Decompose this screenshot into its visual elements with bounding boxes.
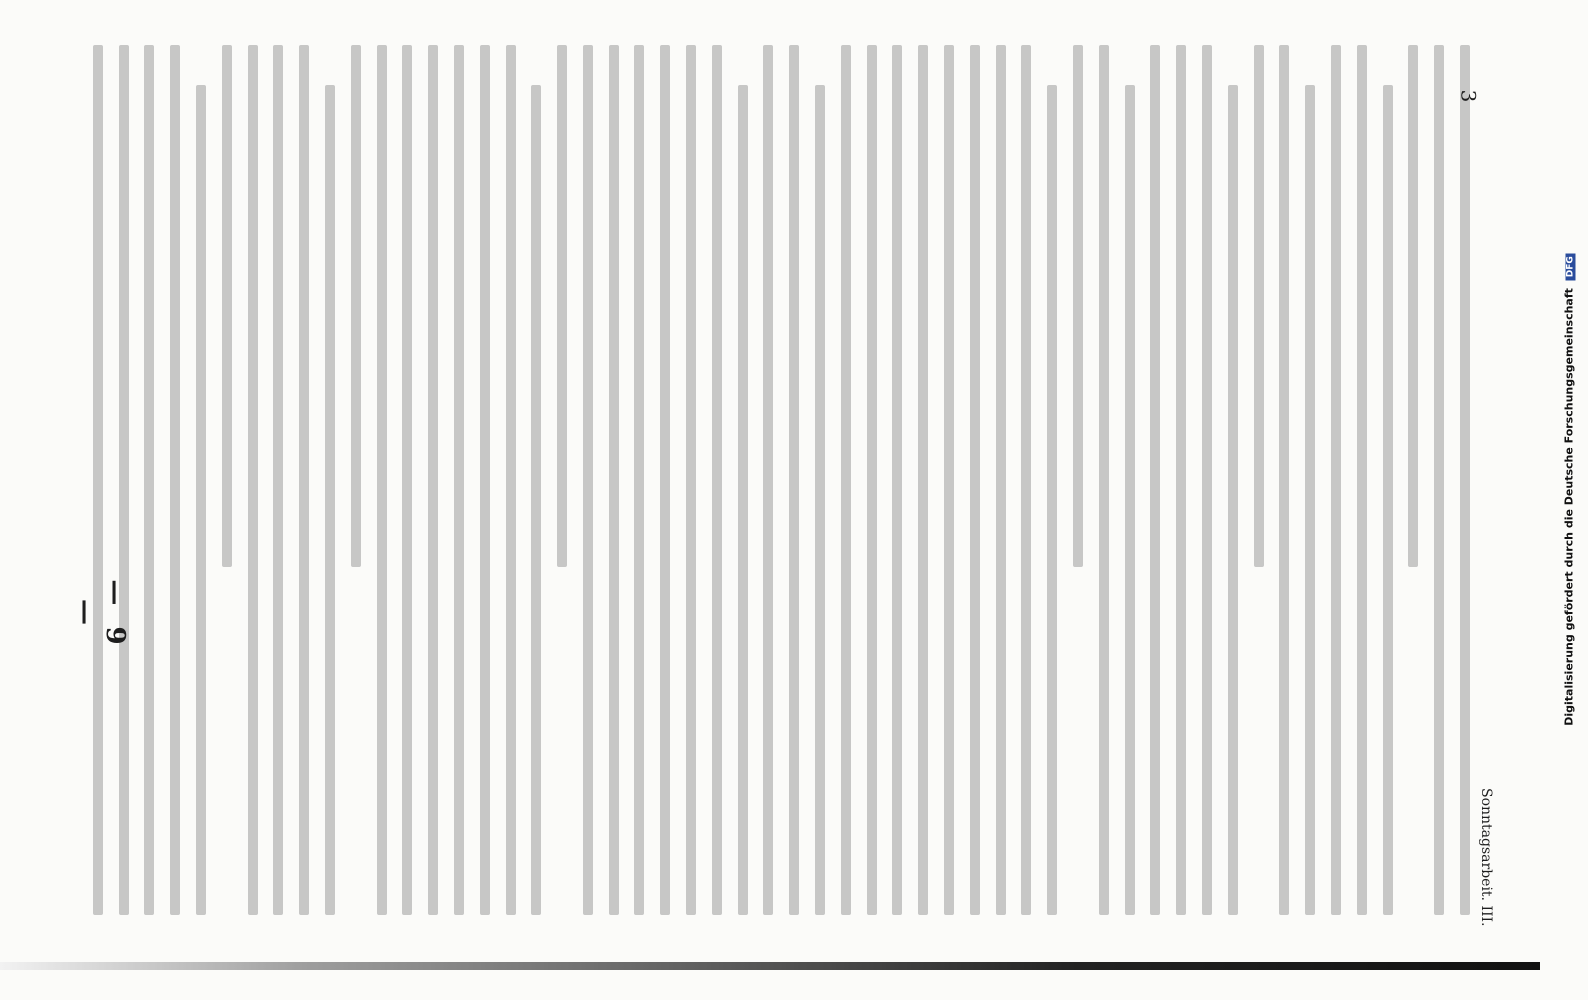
text-line-placeholder — [1021, 45, 1031, 915]
text-line-placeholder — [506, 45, 516, 915]
text-block — [77, 45, 1470, 915]
text-line-placeholder — [583, 45, 593, 915]
text-line-placeholder — [1357, 45, 1367, 915]
text-line-placeholder — [248, 45, 258, 915]
text-line-placeholder — [1125, 85, 1135, 915]
text-line-placeholder — [1176, 45, 1186, 915]
digitization-credit — [1555, 10, 1583, 970]
text-line-placeholder — [273, 45, 283, 915]
text-line-placeholder — [944, 45, 954, 915]
text-line-placeholder — [1305, 85, 1315, 915]
text-line-placeholder — [738, 85, 748, 915]
credit-line — [1563, 10, 1576, 970]
text-line-placeholder — [428, 45, 438, 915]
text-line-placeholder — [635, 45, 645, 915]
text-line-placeholder — [686, 45, 696, 915]
text-line-placeholder — [892, 45, 902, 915]
text-line-placeholder — [789, 45, 799, 915]
text-line-placeholder — [763, 45, 773, 915]
text-line-placeholder — [144, 45, 154, 915]
text-line-placeholder — [996, 45, 1006, 915]
printer-signature: Sonntagsarbeit. III. — [1478, 788, 1494, 927]
text-line-placeholder — [970, 45, 980, 915]
page-footer — [1454, 0, 1524, 1000]
text-line-placeholder — [609, 45, 619, 915]
sheet-number: 3 — [1456, 89, 1481, 103]
rotated-page-body — [50, 10, 1530, 960]
text-line-placeholder — [918, 45, 928, 915]
text-line-placeholder — [1254, 45, 1264, 567]
text-line-placeholder — [377, 45, 387, 915]
text-line-placeholder — [454, 45, 464, 915]
text-line-placeholder — [557, 45, 567, 567]
text-line-placeholder — [1047, 85, 1057, 915]
text-line-placeholder — [1434, 45, 1444, 915]
scan-edge — [0, 962, 1540, 970]
text-line-placeholder — [1331, 45, 1341, 915]
text-line-placeholder — [351, 45, 361, 567]
text-line-placeholder — [712, 45, 722, 915]
page-number-header: — 9 — — [70, 579, 130, 651]
text-line-placeholder — [1279, 45, 1289, 915]
text-line-placeholder — [402, 45, 412, 915]
text-line-placeholder — [325, 85, 335, 915]
text-line-placeholder — [1408, 45, 1418, 567]
credit-text: Digitalisierung gefördert durch die Deutsche Forschungsgemeinschaft — [1562, 288, 1576, 726]
text-line-placeholder — [1099, 45, 1109, 915]
text-line-placeholder — [841, 45, 851, 915]
text-line-placeholder — [170, 45, 180, 915]
text-line-placeholder — [660, 45, 670, 915]
text-line-placeholder — [1383, 85, 1393, 915]
header-column — [0, 0, 140, 1000]
text-line-placeholder — [480, 45, 490, 915]
text-line-placeholder — [222, 45, 232, 567]
text-line-placeholder — [1202, 45, 1212, 915]
text-line-placeholder — [1150, 45, 1160, 915]
text-line-placeholder — [1073, 45, 1083, 567]
text-line-placeholder — [815, 85, 825, 915]
dfg-logo: DFG — [1566, 253, 1576, 280]
text-line-placeholder — [531, 85, 541, 915]
text-line-placeholder — [196, 85, 206, 915]
text-line-placeholder — [1228, 85, 1238, 915]
text-line-placeholder — [867, 45, 877, 915]
text-line-placeholder — [299, 45, 309, 915]
